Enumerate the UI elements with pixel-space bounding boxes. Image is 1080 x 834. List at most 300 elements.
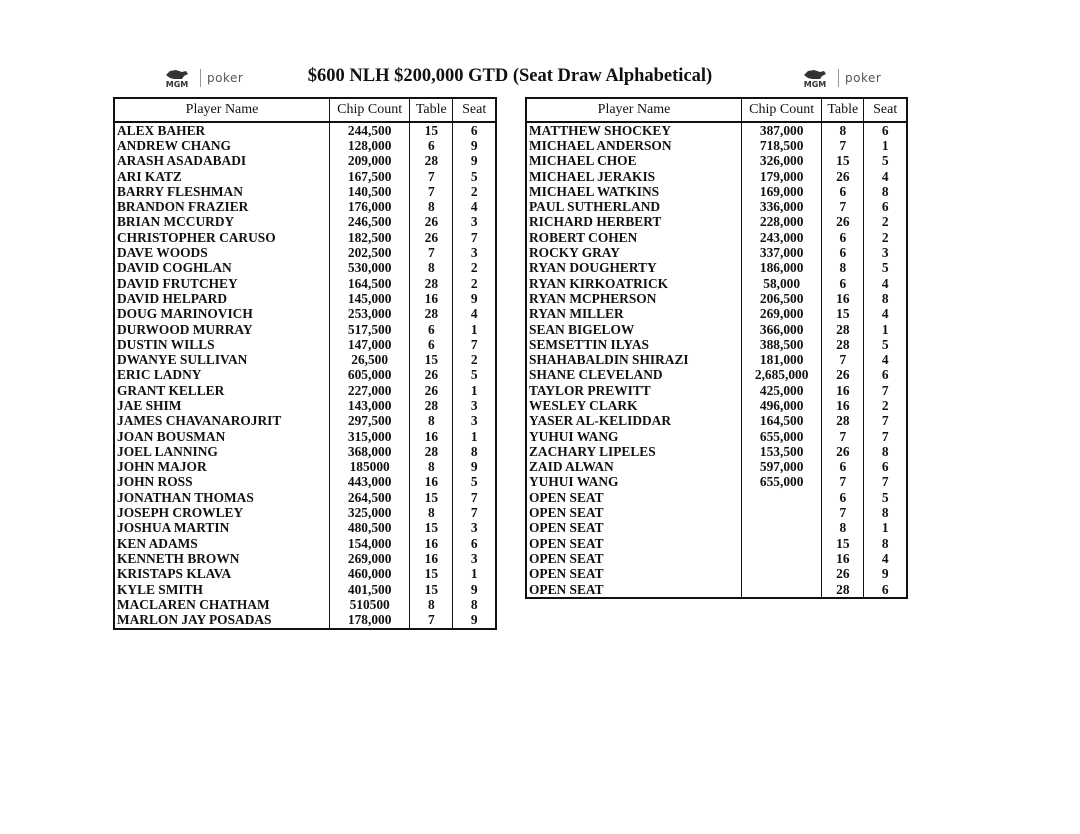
table-cell: 6	[410, 138, 453, 153]
seat-cell: 9	[453, 613, 496, 629]
player-name-cell: MICHAEL CHOE	[526, 154, 742, 169]
table-row	[114, 215, 496, 230]
table-cell: 28	[410, 154, 453, 169]
chip-count-cell: 147,000	[330, 337, 410, 352]
col-chip-count: Chip Count	[330, 98, 410, 122]
table-row	[114, 230, 496, 245]
table-row	[114, 444, 496, 459]
chip-count-cell: 228,000	[742, 215, 822, 230]
player-name-cell: OPEN SEAT	[526, 567, 742, 582]
seat-cell: 1	[864, 322, 907, 337]
table-cell: 8	[822, 521, 864, 536]
table-cell: 15	[410, 352, 453, 367]
col-chip-count: Chip Count	[742, 98, 822, 122]
table-row	[526, 490, 907, 505]
seat-cell: 2	[453, 276, 496, 291]
player-name-cell: ROCKY GRAY	[526, 245, 742, 260]
seat-cell: 7	[864, 414, 907, 429]
table-cell: 8	[410, 414, 453, 429]
seat-cell: 9	[453, 291, 496, 306]
table-cell: 8	[410, 199, 453, 214]
chip-count-cell: 718,500	[742, 138, 822, 153]
table-cell: 6	[822, 490, 864, 505]
table-cell: 15	[410, 122, 453, 138]
table-cell: 15	[822, 154, 864, 169]
table-cell: 28	[410, 444, 453, 459]
seat-cell: 8	[864, 536, 907, 551]
chip-count-cell: 460,000	[330, 567, 410, 582]
table-cell: 26	[410, 230, 453, 245]
table-cell: 6	[410, 322, 453, 337]
seat-cell: 6	[864, 122, 907, 138]
player-name-cell: MACLAREN CHATHAM	[114, 597, 330, 612]
chip-count-cell: 169,000	[742, 184, 822, 199]
chip-count-cell: 253,000	[330, 307, 410, 322]
table-cell: 15	[410, 521, 453, 536]
table-cell: 8	[410, 597, 453, 612]
table-row	[526, 444, 907, 459]
chip-count-cell: 597,000	[742, 460, 822, 475]
table-row	[526, 169, 907, 184]
player-name-cell: DAVID HELPARD	[114, 291, 330, 306]
chip-count-cell: 425,000	[742, 383, 822, 398]
table-row	[114, 307, 496, 322]
table-cell: 6	[410, 337, 453, 352]
seat-cell: 5	[864, 261, 907, 276]
table-cell: 28	[410, 398, 453, 413]
player-name-cell: KEN ADAMS	[114, 536, 330, 551]
table-cell: 15	[410, 490, 453, 505]
table-cell: 26	[822, 215, 864, 230]
table-cell: 7	[822, 352, 864, 367]
seat-cell: 9	[453, 460, 496, 475]
chip-count-cell: 140,500	[330, 184, 410, 199]
svg-text:MGM: MGM	[165, 80, 189, 89]
table-cell: 28	[822, 337, 864, 352]
player-name-cell: YASER AL-KELIDDAR	[526, 414, 742, 429]
seat-cell: 2	[864, 230, 907, 245]
seat-cell: 4	[864, 276, 907, 291]
table-cell: 26	[822, 169, 864, 184]
player-name-cell: DWANYE SULLIVAN	[114, 352, 330, 367]
chip-count-cell: 181,000	[742, 352, 822, 367]
chip-count-cell: 178,000	[330, 613, 410, 629]
table-cell: 26	[410, 368, 453, 383]
chip-count-cell: 176,000	[330, 199, 410, 214]
table-row	[114, 429, 496, 444]
seat-cell: 3	[453, 398, 496, 413]
chip-count-cell: 143,000	[330, 398, 410, 413]
table-body	[114, 122, 496, 629]
table-cell: 15	[410, 567, 453, 582]
table-row	[114, 322, 496, 337]
player-name-cell: JOEL LANNING	[114, 444, 330, 459]
chip-count-cell: 315,000	[330, 429, 410, 444]
seat-cell: 4	[453, 307, 496, 322]
table-cell: 7	[410, 613, 453, 629]
table-row	[526, 460, 907, 475]
chip-count-cell: 655,000	[742, 475, 822, 490]
table-cell: 7	[410, 245, 453, 260]
seat-cell: 7	[453, 230, 496, 245]
player-name-cell: GRANT KELLER	[114, 383, 330, 398]
seat-cell: 9	[864, 567, 907, 582]
table-row	[114, 245, 496, 260]
logo-word: poker	[207, 71, 244, 85]
chip-count-cell: 264,500	[330, 490, 410, 505]
seat-cell: 4	[453, 199, 496, 214]
chip-count-cell: 167,500	[330, 169, 410, 184]
table-cell: 8	[410, 505, 453, 520]
chip-count-cell: 209,000	[330, 154, 410, 169]
player-name-cell: SEAN BIGELOW	[526, 322, 742, 337]
chip-count-cell: 366,000	[742, 322, 822, 337]
player-name-cell: JOSHUA MARTIN	[114, 521, 330, 536]
mgm-poker-logo-left	[160, 66, 243, 90]
chip-count-cell: 202,500	[330, 245, 410, 260]
chip-count-cell: 496,000	[742, 398, 822, 413]
seat-cell: 1	[453, 322, 496, 337]
svg-text:MGM: MGM	[803, 80, 827, 89]
table-cell: 8	[410, 261, 453, 276]
chip-count-cell: 244,500	[330, 122, 410, 138]
player-name-cell: ERIC LADNY	[114, 368, 330, 383]
table-row	[526, 245, 907, 260]
table-row	[526, 429, 907, 444]
player-name-cell: OPEN SEAT	[526, 551, 742, 566]
table-row	[526, 199, 907, 214]
table-cell: 7	[822, 505, 864, 520]
player-name-cell: SHAHABALDIN SHIRAZI	[526, 352, 742, 367]
table-cell: 16	[410, 536, 453, 551]
logo-divider	[838, 69, 839, 87]
chip-count-cell: 227,000	[330, 383, 410, 398]
chip-count-cell: 186,000	[742, 261, 822, 276]
seat-cell: 8	[864, 505, 907, 520]
player-name-cell: DURWOOD MURRAY	[114, 322, 330, 337]
seat-draw-table-right	[525, 97, 908, 599]
player-name-cell: ROBERT COHEN	[526, 230, 742, 245]
chip-count-cell: 269,000	[330, 551, 410, 566]
chip-count-cell	[742, 536, 822, 551]
table-cell: 6	[822, 276, 864, 291]
table-row	[526, 154, 907, 169]
seat-cell: 8	[864, 291, 907, 306]
seat-cell: 9	[453, 582, 496, 597]
chip-count-cell: 517,500	[330, 322, 410, 337]
table-cell: 28	[410, 276, 453, 291]
table-row	[526, 475, 907, 490]
player-name-cell: KYLE SMITH	[114, 582, 330, 597]
player-name-cell: BRANDON FRAZIER	[114, 199, 330, 214]
col-table: Table	[410, 98, 453, 122]
col-seat: Seat	[453, 98, 496, 122]
chip-count-cell: 510500	[330, 597, 410, 612]
chip-count-cell: 326,000	[742, 154, 822, 169]
table-row	[526, 567, 907, 582]
seat-cell: 7	[453, 337, 496, 352]
table-row	[114, 398, 496, 413]
table-row	[526, 368, 907, 383]
table-cell: 28	[410, 307, 453, 322]
mgm-lion-icon	[160, 66, 194, 90]
seat-cell: 3	[453, 521, 496, 536]
player-name-cell: DUSTIN WILLS	[114, 337, 330, 352]
table-row	[114, 261, 496, 276]
player-name-cell: DAVE WOODS	[114, 245, 330, 260]
table-row	[114, 337, 496, 352]
table-row	[526, 352, 907, 367]
table-cell: 8	[410, 460, 453, 475]
player-name-cell: OPEN SEAT	[526, 505, 742, 520]
table-row	[114, 169, 496, 184]
chip-count-cell	[742, 490, 822, 505]
table-row	[526, 505, 907, 520]
table-cell: 6	[822, 245, 864, 260]
seat-cell: 1	[453, 567, 496, 582]
player-name-cell: JOSEPH CROWLEY	[114, 505, 330, 520]
player-name-cell: MICHAEL WATKINS	[526, 184, 742, 199]
player-name-cell: OPEN SEAT	[526, 490, 742, 505]
player-name-cell: OPEN SEAT	[526, 521, 742, 536]
chip-count-cell	[742, 551, 822, 566]
table-row	[114, 536, 496, 551]
table-row	[114, 291, 496, 306]
table-row	[526, 307, 907, 322]
table-cell: 7	[822, 138, 864, 153]
page-title: $600 NLH $200,000 GTD (Seat Draw Alphabetical)	[307, 66, 713, 86]
player-name-cell: MARLON JAY POSADAS	[114, 613, 330, 629]
table-row	[526, 215, 907, 230]
seat-cell: 9	[453, 138, 496, 153]
header-row	[114, 98, 496, 122]
table-cell: 28	[822, 414, 864, 429]
chip-count-cell: 153,500	[742, 444, 822, 459]
chip-count-cell: 58,000	[742, 276, 822, 291]
table-row	[114, 414, 496, 429]
table-row	[526, 383, 907, 398]
col-seat: Seat	[864, 98, 907, 122]
chip-count-cell: 246,500	[330, 215, 410, 230]
seat-cell: 1	[453, 383, 496, 398]
table-row	[114, 582, 496, 597]
seat-cell: 8	[453, 597, 496, 612]
chip-count-cell: 206,500	[742, 291, 822, 306]
table-row	[114, 138, 496, 153]
seat-cell: 5	[864, 337, 907, 352]
table-row	[114, 122, 496, 138]
player-name-cell: CHRISTOPHER CARUSO	[114, 230, 330, 245]
logo-divider	[200, 69, 201, 87]
player-name-cell: JOHN MAJOR	[114, 460, 330, 475]
seat-draw-table-left	[113, 97, 497, 630]
chip-count-cell: 154,000	[330, 536, 410, 551]
chip-count-cell: 297,500	[330, 414, 410, 429]
header-row	[526, 98, 907, 122]
player-name-cell: SHANE CLEVELAND	[526, 368, 742, 383]
seat-cell: 3	[864, 245, 907, 260]
table-cell: 7	[410, 169, 453, 184]
table-cell: 7	[822, 429, 864, 444]
table-row	[526, 398, 907, 413]
player-name-cell: JAE SHIM	[114, 398, 330, 413]
player-name-cell: MICHAEL JERAKIS	[526, 169, 742, 184]
table-cell: 6	[822, 184, 864, 199]
table-row	[526, 261, 907, 276]
chip-count-cell: 179,000	[742, 169, 822, 184]
mgm-lion-icon	[798, 66, 832, 90]
player-name-cell: JOHN ROSS	[114, 475, 330, 490]
seat-cell: 7	[864, 475, 907, 490]
player-name-cell: RICHARD HERBERT	[526, 215, 742, 230]
table-row	[114, 184, 496, 199]
seat-cell: 5	[453, 169, 496, 184]
chip-count-cell: 337,000	[742, 245, 822, 260]
table-cell: 16	[410, 551, 453, 566]
table-cell: 16	[822, 383, 864, 398]
player-name-cell: ARI KATZ	[114, 169, 330, 184]
chip-count-cell: 325,000	[330, 505, 410, 520]
chip-count-cell: 164,500	[742, 414, 822, 429]
player-name-cell: DAVID FRUTCHEY	[114, 276, 330, 291]
chip-count-cell: 2,685,000	[742, 368, 822, 383]
table-body	[526, 122, 907, 598]
col-player-name: Player Name	[114, 98, 330, 122]
seat-cell: 5	[864, 490, 907, 505]
table-cell: 16	[822, 551, 864, 566]
table-cell: 15	[822, 536, 864, 551]
player-name-cell: RYAN KIRKOATRICK	[526, 276, 742, 291]
player-name-cell: MICHAEL ANDERSON	[526, 138, 742, 153]
table-cell: 8	[822, 122, 864, 138]
logo-word: poker	[845, 71, 882, 85]
seat-cell: 5	[453, 475, 496, 490]
player-name-cell: KRISTAPS KLAVA	[114, 567, 330, 582]
seat-cell: 5	[864, 154, 907, 169]
chip-count-cell: 401,500	[330, 582, 410, 597]
chip-count-cell: 480,500	[330, 521, 410, 536]
player-name-cell: KENNETH BROWN	[114, 551, 330, 566]
seat-cell: 2	[453, 352, 496, 367]
seat-cell: 6	[864, 582, 907, 598]
player-name-cell: ZACHARY LIPELES	[526, 444, 742, 459]
seat-cell: 8	[864, 184, 907, 199]
table-row	[114, 276, 496, 291]
player-name-cell: JONATHAN THOMAS	[114, 490, 330, 505]
table-cell: 26	[822, 368, 864, 383]
player-name-cell: YUHUI WANG	[526, 475, 742, 490]
player-name-cell: JOAN BOUSMAN	[114, 429, 330, 444]
table-cell: 16	[410, 475, 453, 490]
player-name-cell: RYAN MILLER	[526, 307, 742, 322]
chip-count-cell: 336,000	[742, 199, 822, 214]
seat-cell: 6	[453, 122, 496, 138]
table-row	[526, 551, 907, 566]
table-cell: 7	[822, 475, 864, 490]
seat-cell: 3	[453, 551, 496, 566]
seat-cell: 6	[864, 199, 907, 214]
seat-cell: 7	[864, 383, 907, 398]
table-cell: 16	[822, 398, 864, 413]
table-cell: 28	[822, 322, 864, 337]
player-name-cell: BARRY FLESHMAN	[114, 184, 330, 199]
player-name-cell: ZAID ALWAN	[526, 460, 742, 475]
table-cell: 26	[822, 567, 864, 582]
seat-cell: 3	[453, 215, 496, 230]
table-row	[114, 460, 496, 475]
seat-cell: 7	[453, 490, 496, 505]
table-row	[526, 184, 907, 199]
player-name-cell: ANDREW CHANG	[114, 138, 330, 153]
player-name-cell: WESLEY CLARK	[526, 398, 742, 413]
chip-count-cell	[742, 505, 822, 520]
table-row	[526, 122, 907, 138]
player-name-cell: OPEN SEAT	[526, 582, 742, 598]
table-row	[114, 368, 496, 383]
table-cell: 26	[410, 215, 453, 230]
seat-cell: 8	[864, 444, 907, 459]
seat-cell: 9	[453, 154, 496, 169]
seat-cell: 2	[453, 261, 496, 276]
player-name-cell: OPEN SEAT	[526, 536, 742, 551]
table-row	[526, 230, 907, 245]
seat-cell: 4	[864, 551, 907, 566]
seat-cell: 5	[453, 368, 496, 383]
chip-count-cell: 128,000	[330, 138, 410, 153]
chip-count-cell: 145,000	[330, 291, 410, 306]
seat-cell: 6	[453, 536, 496, 551]
player-name-cell: TAYLOR PREWITT	[526, 383, 742, 398]
table-cell: 8	[822, 261, 864, 276]
seat-cell: 4	[864, 169, 907, 184]
player-name-cell: BRIAN MCCURDY	[114, 215, 330, 230]
chip-count-cell: 269,000	[742, 307, 822, 322]
mgm-poker-logo-right	[798, 66, 881, 90]
player-name-cell: ALEX BAHER	[114, 122, 330, 138]
player-name-cell: ARASH ASADABADI	[114, 154, 330, 169]
table-row	[114, 613, 496, 629]
table-cell: 6	[822, 460, 864, 475]
chip-count-cell	[742, 582, 822, 598]
chip-count-cell	[742, 567, 822, 582]
table-cell: 16	[410, 291, 453, 306]
seat-cell: 2	[453, 184, 496, 199]
seat-cell: 3	[453, 414, 496, 429]
seat-cell: 6	[864, 460, 907, 475]
chip-count-cell: 387,000	[742, 122, 822, 138]
table-row	[114, 597, 496, 612]
table-row	[526, 582, 907, 598]
player-name-cell: RYAN MCPHERSON	[526, 291, 742, 306]
table-cell: 28	[822, 582, 864, 598]
table-row	[526, 536, 907, 551]
table-cell: 16	[410, 429, 453, 444]
player-name-cell: DAVID COGHLAN	[114, 261, 330, 276]
table-row	[526, 138, 907, 153]
seat-cell: 6	[864, 368, 907, 383]
chip-count-cell: 243,000	[742, 230, 822, 245]
chip-count-cell	[742, 521, 822, 536]
player-name-cell: RYAN DOUGHERTY	[526, 261, 742, 276]
seat-cell: 2	[864, 398, 907, 413]
table-cell: 7	[822, 199, 864, 214]
seat-cell: 2	[864, 215, 907, 230]
table-row	[526, 322, 907, 337]
table-row	[526, 521, 907, 536]
seat-cell: 4	[864, 352, 907, 367]
player-name-cell: YUHUI WANG	[526, 429, 742, 444]
player-name-cell: JAMES CHAVANAROJRIT	[114, 414, 330, 429]
